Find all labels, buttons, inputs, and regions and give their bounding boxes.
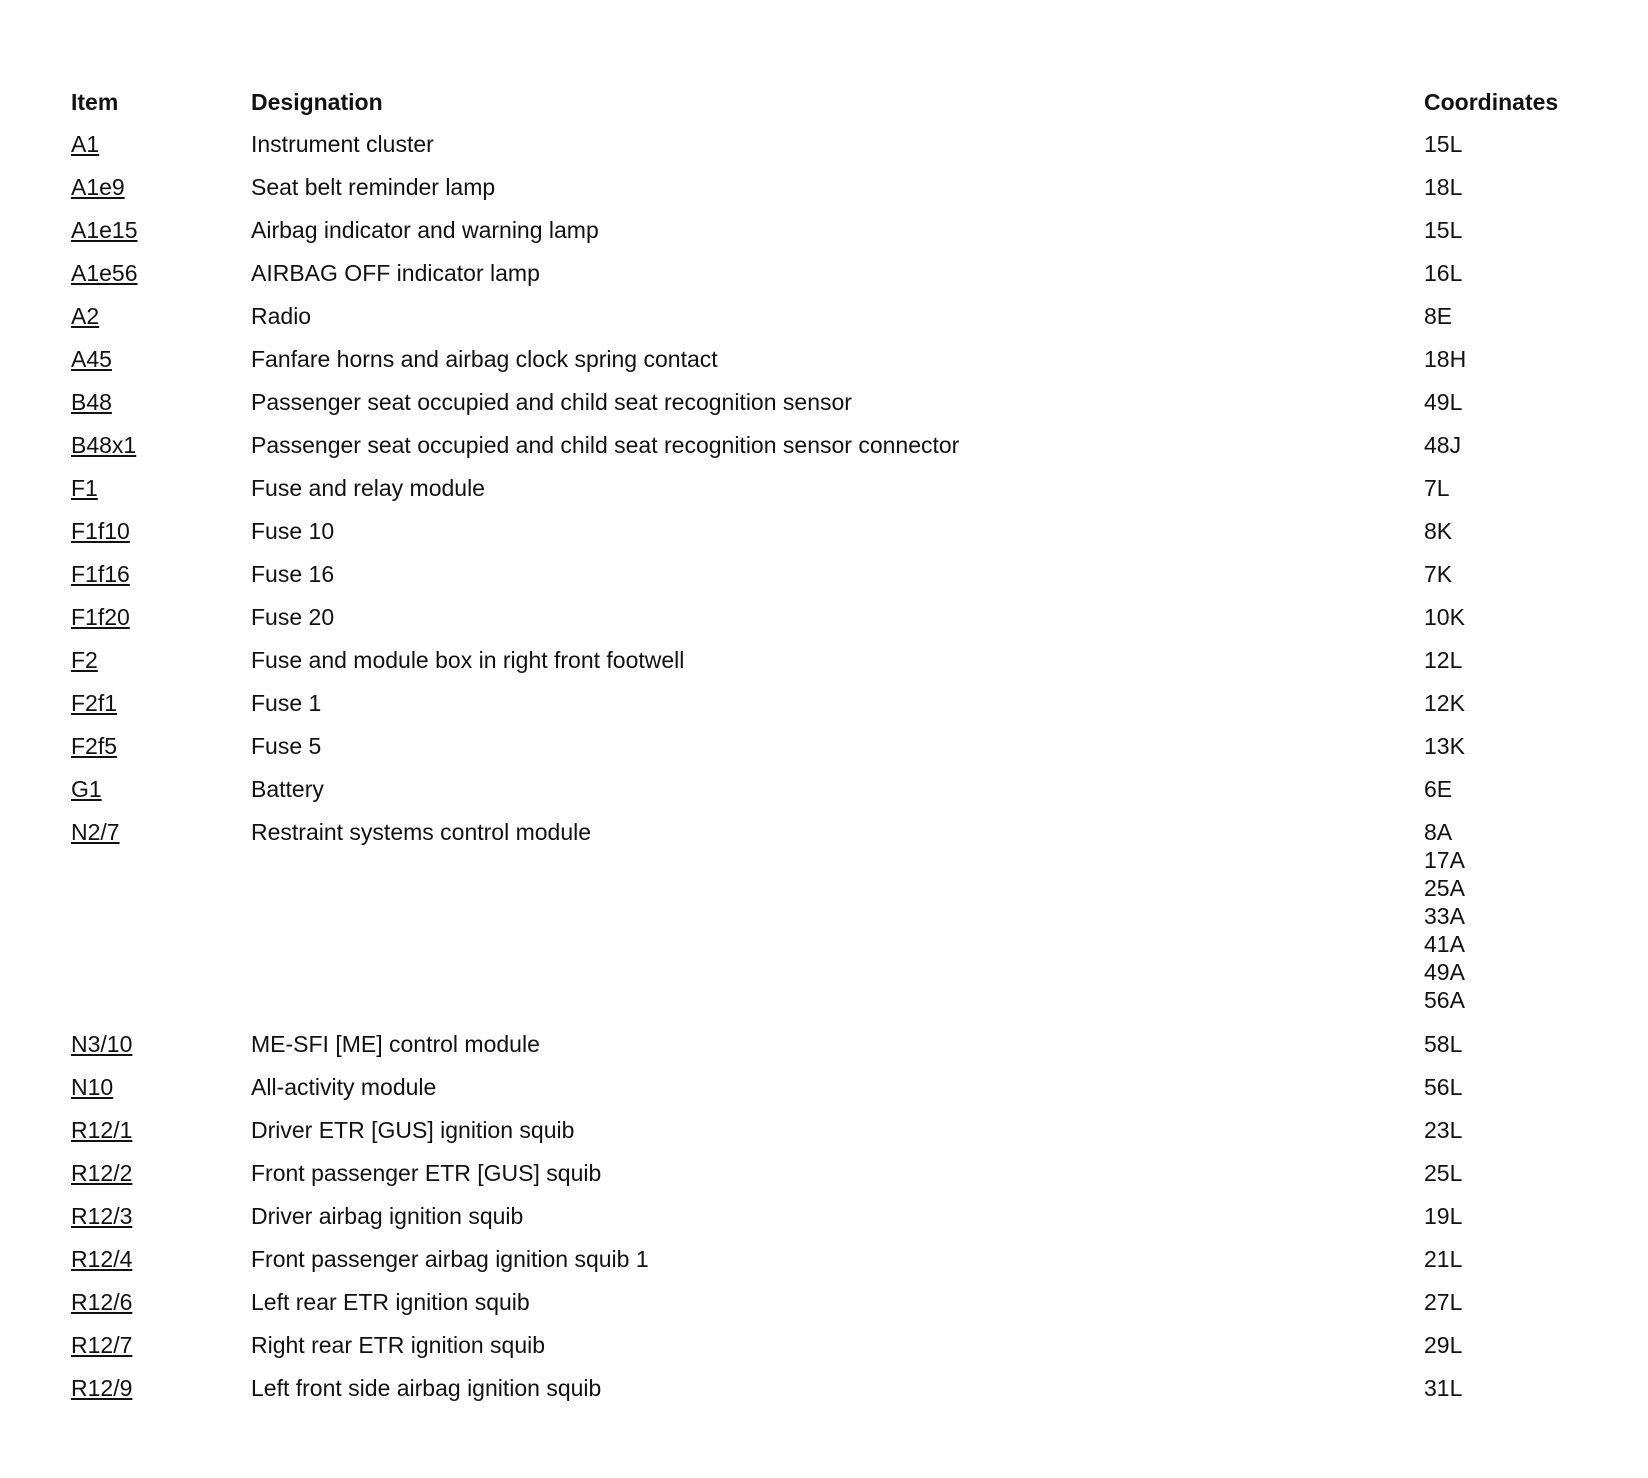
coordinate-value: 18H (1424, 346, 1467, 372)
designation-cell: Fuse and module box in right front footwell (251, 647, 685, 673)
designation-cell: Fuse 1 (251, 690, 322, 716)
coordinates-cell (1424, 130, 1591, 158)
table-row (71, 1073, 1591, 1116)
item-cell (71, 689, 251, 717)
coordinate-value: 25L (1424, 1160, 1463, 1186)
coordinates-cell (1424, 431, 1591, 459)
item-link[interactable]: F1f10 (71, 518, 130, 544)
item-link[interactable]: A1 (71, 131, 100, 157)
item-cell (71, 1374, 251, 1402)
item-cell (71, 216, 251, 244)
item-link[interactable]: F1f16 (71, 561, 130, 587)
coordinates-cell (1424, 732, 1591, 760)
item-link[interactable]: A1e15 (71, 217, 138, 243)
item-link[interactable]: N3/10 (71, 1031, 133, 1057)
designation-cell: Fuse 20 (251, 604, 335, 630)
coordinates-cell (1424, 173, 1591, 201)
item-link[interactable]: B48x1 (71, 432, 137, 458)
table-row (71, 603, 1591, 646)
table-row (71, 388, 1591, 431)
coordinate-value: 7K (1424, 561, 1453, 587)
coordinates-cell (1424, 560, 1591, 588)
table-row (71, 517, 1591, 560)
table-row (71, 431, 1591, 474)
header-designation: Designation (251, 89, 383, 115)
item-cell (71, 1331, 251, 1359)
table-row (71, 345, 1591, 388)
coordinate-value: 56A (1424, 987, 1465, 1013)
table-row (71, 818, 1591, 1030)
coordinates-cell (1424, 1116, 1591, 1144)
item-link[interactable]: A45 (71, 346, 112, 372)
coordinates-cell (1424, 1073, 1591, 1101)
designation-cell: Passenger seat occupied and child seat recognition sensor (251, 389, 852, 415)
item-cell (71, 345, 251, 373)
coordinate-value: 27L (1424, 1289, 1463, 1315)
coordinate-value: 49L (1424, 389, 1463, 415)
coordinate-value: 29L (1424, 1332, 1463, 1358)
coordinate-value: 15L (1424, 217, 1463, 243)
designation-cell: Instrument cluster (251, 131, 434, 157)
item-cell (71, 560, 251, 588)
item-cell (71, 1245, 251, 1273)
header-item: Item (71, 89, 119, 115)
item-link[interactable]: F2f1 (71, 690, 118, 716)
coordinates-cell (1424, 689, 1591, 717)
coordinate-value: 48J (1424, 432, 1462, 458)
coordinates-cell (1424, 1288, 1591, 1316)
designation-cell: Seat belt reminder lamp (251, 174, 496, 200)
designation-cell: Left front side airbag ignition squib (251, 1375, 602, 1401)
item-cell (71, 1073, 251, 1101)
coordinate-value: 12K (1424, 690, 1465, 716)
coordinates-cell (1424, 517, 1591, 545)
coordinates-cell (1424, 1030, 1591, 1058)
item-link[interactable]: R12/7 (71, 1332, 133, 1358)
designation-cell: AIRBAG OFF indicator lamp (251, 260, 540, 286)
coordinate-value: 41A (1424, 931, 1465, 957)
coordinates-cell (1424, 1245, 1591, 1273)
item-cell (71, 130, 251, 158)
designation-cell: Radio (251, 303, 312, 329)
item-cell (71, 1116, 251, 1144)
table-row (71, 130, 1591, 173)
item-cell (71, 302, 251, 330)
designation-cell: ME-SFI [ME] control module (251, 1031, 540, 1057)
coordinate-value: 58L (1424, 1031, 1463, 1057)
item-link[interactable]: A2 (71, 303, 100, 329)
coordinate-value: 31L (1424, 1375, 1463, 1401)
item-link[interactable]: B48 (71, 389, 112, 415)
table-row (71, 1288, 1591, 1331)
table-row (71, 689, 1591, 732)
item-cell (71, 603, 251, 631)
item-cell (71, 1030, 251, 1058)
coordinates-cell (1424, 302, 1591, 330)
item-cell (71, 775, 251, 803)
designation-cell: All-activity module (251, 1074, 437, 1100)
coordinates-cell (1424, 216, 1591, 244)
table-row (71, 646, 1591, 689)
coordinate-value: 8A (1424, 819, 1453, 845)
designation-cell: Fuse 16 (251, 561, 335, 587)
coordinate-value: 15L (1424, 131, 1463, 157)
coordinate-value: 7L (1424, 475, 1450, 501)
designation-cell: Battery (251, 776, 324, 802)
component-table (71, 88, 1591, 1417)
coordinates-cell (1424, 1159, 1591, 1187)
coordinate-value: 6E (1424, 776, 1453, 802)
coordinate-value: 16L (1424, 260, 1463, 286)
item-cell (71, 1202, 251, 1230)
table-row (71, 1116, 1591, 1159)
item-link[interactable]: N2/7 (71, 819, 120, 845)
coordinate-value: 23L (1424, 1117, 1463, 1143)
item-link[interactable]: F1 (71, 475, 98, 501)
item-link[interactable]: G1 (71, 776, 102, 802)
coordinate-value: 56L (1424, 1074, 1463, 1100)
item-link[interactable]: R12/3 (71, 1203, 133, 1229)
designation-cell: Airbag indicator and warning lamp (251, 217, 599, 243)
table-row (71, 216, 1591, 259)
table-row (71, 259, 1591, 302)
designation-cell: Passenger seat occupied and child seat recognition sensor connector (251, 432, 960, 458)
designation-cell: Fuse and relay module (251, 475, 485, 501)
coordinate-value: 21L (1424, 1246, 1463, 1272)
designation-cell: Fanfare horns and airbag clock spring contact (251, 346, 718, 372)
table-row (71, 1030, 1591, 1073)
coordinates-cell (1424, 259, 1591, 287)
item-link[interactable]: A1e56 (71, 260, 138, 286)
designation-cell: Front passenger ETR [GUS] squib (251, 1160, 602, 1186)
table-body (71, 130, 1591, 1417)
item-cell (71, 474, 251, 502)
header-coordinates: Coordinates (1424, 89, 1559, 115)
coordinate-value: 13K (1424, 733, 1465, 759)
coordinates-cell (1424, 474, 1591, 502)
table-row (71, 173, 1591, 216)
designation-cell: Front passenger airbag ignition squib 1 (251, 1246, 649, 1272)
designation-cell: Driver ETR [GUS] ignition squib (251, 1117, 575, 1143)
table-row (71, 560, 1591, 603)
table-row (71, 1245, 1591, 1288)
designation-cell: Restraint systems control module (251, 819, 592, 845)
coordinates-cell (1424, 1202, 1591, 1230)
item-cell (71, 388, 251, 416)
item-cell (71, 517, 251, 545)
coordinate-value: 18L (1424, 174, 1463, 200)
coordinate-value: 17A (1424, 847, 1465, 873)
table-row (71, 1374, 1591, 1417)
item-cell (71, 646, 251, 674)
item-link[interactable]: R12/2 (71, 1160, 133, 1186)
designation-cell: Fuse 10 (251, 518, 335, 544)
table-row (71, 474, 1591, 517)
table-header (71, 88, 1591, 130)
coordinates-cell (1424, 1374, 1591, 1402)
item-link[interactable]: A1e9 (71, 174, 125, 200)
table-row (71, 1159, 1591, 1202)
table-row (71, 302, 1591, 345)
coordinate-value: 49A (1424, 959, 1465, 985)
item-cell (71, 259, 251, 287)
item-cell (71, 173, 251, 201)
item-link[interactable]: R12/9 (71, 1375, 133, 1401)
table-row (71, 1331, 1591, 1374)
coordinate-value: 25A (1424, 875, 1465, 901)
item-cell (71, 818, 251, 846)
coordinate-value: 33A (1424, 903, 1465, 929)
item-cell (71, 1288, 251, 1316)
coordinates-cell (1424, 775, 1591, 803)
coordinates-cell (1424, 1331, 1591, 1359)
designation-cell: Driver airbag ignition squib (251, 1203, 524, 1229)
coordinate-value: 10K (1424, 604, 1465, 630)
item-link[interactable]: F1f20 (71, 604, 130, 630)
coordinates-cell (1424, 388, 1591, 416)
item-link[interactable]: N10 (71, 1074, 114, 1100)
designation-cell: Fuse 5 (251, 733, 322, 759)
coordinates-cell (1424, 603, 1591, 631)
item-cell (71, 1159, 251, 1187)
coordinate-value: 19L (1424, 1203, 1463, 1229)
item-link[interactable]: F2f5 (71, 733, 118, 759)
item-cell (71, 732, 251, 760)
item-link[interactable]: R12/1 (71, 1117, 133, 1143)
coordinates-cell (1424, 646, 1591, 674)
coordinate-value: 8E (1424, 303, 1453, 329)
coordinates-cell (1424, 345, 1591, 373)
coordinate-value: 12L (1424, 647, 1463, 673)
item-link[interactable]: R12/6 (71, 1289, 133, 1315)
item-link[interactable]: R12/4 (71, 1246, 133, 1272)
coordinates-cell (1424, 818, 1591, 1014)
item-cell (71, 431, 251, 459)
coordinate-value: 8K (1424, 518, 1453, 544)
item-link[interactable]: F2 (71, 647, 98, 673)
table-row (71, 732, 1591, 775)
designation-cell: Left rear ETR ignition squib (251, 1289, 530, 1315)
table-row (71, 775, 1591, 818)
table-row (71, 1202, 1591, 1245)
designation-cell: Right rear ETR ignition squib (251, 1332, 546, 1358)
